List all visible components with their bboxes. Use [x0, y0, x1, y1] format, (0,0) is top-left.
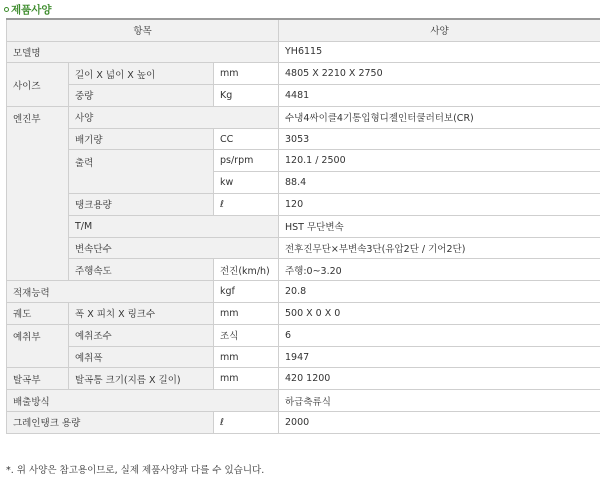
row-value: 주행:0~3.20 — [279, 259, 600, 281]
row-unit: ps/rpm — [214, 150, 279, 172]
row-label: 예취조수 — [69, 324, 214, 346]
row-unit: kw — [214, 172, 279, 194]
row-value: 4805 X 2210 X 2750 — [279, 63, 600, 85]
row-label: 탈곡통 크기(지름 X 길이) — [69, 368, 214, 390]
row-value: 420 1200 — [279, 368, 600, 390]
row-unit: mm — [214, 63, 279, 85]
row-unit: kgf — [214, 281, 279, 303]
table-row — [7, 41, 600, 63]
table-row — [7, 281, 600, 303]
row-label: 폭 X 피치 X 링크수 — [69, 303, 214, 325]
table-row — [7, 259, 600, 281]
group-label: 사이즈 — [7, 63, 69, 107]
section-title — [4, 1, 52, 17]
row-unit: Kg — [214, 85, 279, 107]
row-unit: 조식 — [214, 324, 279, 346]
spec-table — [6, 18, 600, 434]
row-value: 2000 — [279, 412, 600, 434]
row-label: 배출방식 — [7, 390, 279, 412]
table-row — [7, 106, 600, 128]
row-label: 배기량 — [69, 128, 214, 150]
table-row — [7, 237, 600, 259]
table-header-row — [7, 19, 600, 41]
row-value: YH6115 — [279, 41, 600, 63]
row-value: 전후진무단×부변속3단(유압2단 / 기어2단) — [279, 237, 600, 259]
row-label: 탱크용량 — [69, 194, 214, 216]
table-row — [7, 63, 600, 85]
row-unit: mm — [214, 346, 279, 368]
row-label: 중량 — [69, 85, 214, 107]
disclaimer-note: *. 위 사양은 참고용이므로, 실제 제품사양과 다를 수 있습니다. — [6, 465, 265, 476]
row-label: 적재능력 — [7, 281, 214, 303]
table-row — [7, 128, 600, 150]
row-label: 길이 X 넓이 X 높이 — [69, 63, 214, 85]
table-row — [7, 194, 600, 216]
table-row — [7, 368, 600, 390]
row-label: 그레인탱크 용량 — [7, 412, 214, 434]
row-value: 1947 — [279, 346, 600, 368]
row-unit: mm — [214, 303, 279, 325]
row-label: 출력 — [69, 150, 214, 194]
row-value: 수냉4싸이클4기통입형디젤인터쿨러터보(CR) — [279, 106, 600, 128]
group-label: 탈곡부 — [7, 368, 69, 390]
table-row — [7, 85, 600, 107]
row-unit: ℓ — [214, 412, 279, 434]
row-value: 하급축류식 — [279, 390, 600, 412]
row-label: 변속단수 — [69, 237, 279, 259]
header-item: 항목 — [7, 19, 279, 41]
group-label: 예취부 — [7, 324, 69, 368]
row-unit: ℓ — [214, 194, 279, 216]
row-value: 6 — [279, 324, 600, 346]
row-unit: mm — [214, 368, 279, 390]
table-row — [7, 215, 600, 237]
row-label: 모델명 — [7, 41, 279, 63]
row-value: 120.1 / 2500 — [279, 150, 600, 172]
row-label: 주행속도 — [69, 259, 214, 281]
row-unit: 전진(km/h) — [214, 259, 279, 281]
row-unit: CC — [214, 128, 279, 150]
table-row — [7, 324, 600, 346]
row-value: 120 — [279, 194, 600, 216]
row-value: 500 X 0 X 0 — [279, 303, 600, 325]
bullet-circle-icon — [4, 7, 9, 12]
table-row — [7, 303, 600, 325]
row-value: 20.8 — [279, 281, 600, 303]
group-label: 궤도 — [7, 303, 69, 325]
header-spec: 사양 — [279, 19, 600, 41]
table-row — [7, 390, 600, 412]
row-value: HST 무단변속 — [279, 215, 600, 237]
row-label: 예취폭 — [69, 346, 214, 368]
table-row — [7, 150, 600, 172]
row-label: T/M — [69, 215, 279, 237]
section-title-text: 제품사양 — [11, 3, 52, 16]
row-value: 88.4 — [279, 172, 600, 194]
row-label: 사양 — [69, 106, 279, 128]
row-value: 4481 — [279, 85, 600, 107]
row-value: 3053 — [279, 128, 600, 150]
table-row — [7, 346, 600, 368]
group-label: 엔진부 — [7, 106, 69, 280]
table-row — [7, 412, 600, 434]
